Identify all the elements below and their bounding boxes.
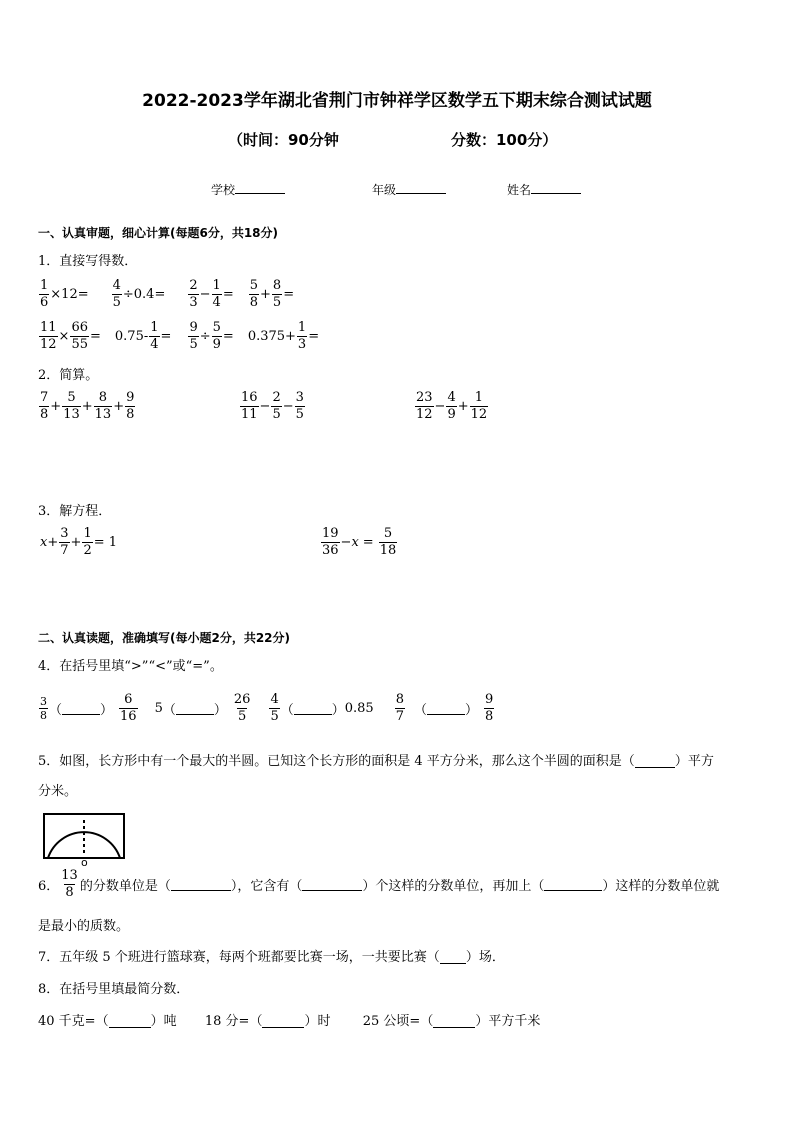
answer-blank[interactable]	[544, 879, 602, 891]
fraction: $\frac{5}{9}$	[212, 320, 221, 352]
fraction: $\frac{2}{5}$	[272, 390, 281, 422]
grade-blank[interactable]	[396, 181, 446, 194]
fraction: $\frac{9}{8}$	[485, 692, 494, 724]
fraction: $\frac{23}{12}$	[416, 390, 433, 422]
fraction: $\frac{8}{13}$	[94, 390, 112, 422]
fraction: $\frac{9}{5}$	[189, 320, 198, 352]
fraction: $\frac{1}{12}$	[470, 390, 488, 422]
q2-expr2: $\frac{16}{11}$ − $\frac{2}{5}$ − $\frac{3}{5}$	[241, 390, 304, 422]
q1-3-eq: =	[222, 287, 234, 302]
fraction: $\frac{1}{6}$	[40, 278, 49, 310]
school-field[interactable]	[211, 181, 285, 198]
q1-2-op: ÷0.4=	[122, 287, 166, 302]
q1-1-op: ×12=	[50, 287, 89, 302]
q4-label: 4．在括号里填“>”“<”或“=”。	[38, 659, 223, 674]
q3-eq2: $\frac{19}{36}$ − x = $\frac{5}{18}$	[322, 526, 397, 558]
q1-4-eq: =	[283, 287, 295, 302]
q8-items: 40 千克=（ ）吨 18 分=（ ）时 25 公顷=（ ）平方千米	[38, 1014, 541, 1029]
q1-8-pre: 0.375+	[247, 329, 296, 344]
fraction: $\frac{26}{5}$	[233, 692, 251, 724]
answer-blank[interactable]	[62, 703, 100, 715]
fraction: $\frac{9}{8}$	[126, 390, 135, 422]
fraction: $\frac{3}{7}$	[60, 526, 69, 558]
fraction: $\frac{7}{8}$	[40, 390, 49, 422]
q2-label: 2．简算。	[38, 368, 99, 383]
answer-blank[interactable]	[176, 703, 214, 715]
name-field[interactable]	[507, 181, 581, 198]
school-label: 学校	[211, 183, 236, 197]
fraction: $\frac{8}{7}$	[395, 692, 404, 724]
q1-3-op: −	[199, 287, 211, 302]
fraction: $\frac{6}{16}$	[120, 692, 137, 724]
fraction: $\frac{1}{3}$	[297, 320, 307, 352]
fraction: $\frac{5}{8}$	[249, 278, 259, 310]
section1-heading: 一、认真审题，细心计算(每题6分，共18分)	[38, 226, 279, 240]
fraction: $\frac{66}{55}$	[71, 320, 88, 352]
answer-blank[interactable]	[440, 952, 466, 964]
fraction: $\frac{16}{11}$	[241, 390, 258, 422]
q5-line1: 5．如图，长方形中有一个最大的半圆。已知这个长方形的面积是 4 平方分米，那么这个半圆的面积是（ ）平方	[38, 754, 714, 769]
fraction: $\frac{8}{5}$	[272, 278, 282, 310]
answer-blank[interactable]	[635, 756, 675, 768]
grade-field[interactable]	[372, 181, 446, 198]
exam-time: （时间：90分钟	[228, 131, 339, 149]
q1-6-eq: =	[160, 329, 172, 344]
answer-blank[interactable]	[302, 879, 362, 891]
q1-row1	[38, 278, 294, 311]
page-title: 2022-2023学年湖北省荆门市钟祥学区数学五下期末综合测试试题	[142, 91, 652, 111]
fraction: $\frac{5}{13}$	[63, 390, 80, 422]
answer-blank[interactable]	[262, 1016, 304, 1028]
fraction: $\frac{11}{12}$	[40, 320, 57, 352]
q1-4-op: +	[260, 287, 271, 302]
fraction: $\frac{5}{18}$	[379, 526, 397, 558]
fraction: $\frac{1}{2}$	[83, 526, 92, 558]
q6-line2: 是最小的质数。	[38, 919, 130, 934]
fraction: $\frac{3}{8}$	[40, 695, 47, 722]
q1-8-eq: =	[308, 329, 320, 344]
answer-blank[interactable]	[109, 1016, 151, 1028]
svg-text:o: o	[81, 856, 88, 866]
q3-label: 3．解方程．	[38, 504, 112, 519]
exam-score: 分数：100分）	[451, 131, 558, 149]
q1-5-eq: =	[90, 329, 101, 344]
fraction: $\frac{4}{9}$	[447, 390, 456, 422]
name-label: 姓名	[507, 183, 532, 197]
rectangle-semicircle-diagram	[40, 808, 130, 866]
q1-row2	[38, 320, 319, 353]
fraction: $\frac{4}{5}$	[112, 278, 121, 310]
q6-line1: 6． $\frac{13}{8}$ 的分数单位是（ ），它含有（ ）个这样的分数单位，再加上（ ）这样的分数单位就	[38, 868, 720, 900]
q1-label: 1．直接写得数．	[38, 254, 138, 269]
answer-blank[interactable]	[433, 1016, 475, 1028]
q1-7-op: ÷	[199, 329, 211, 344]
school-blank[interactable]	[235, 181, 285, 194]
fraction: $\frac{2}{3}$	[189, 278, 198, 310]
q5-line2: 分米。	[38, 784, 78, 799]
q2-expr1: $\frac{7}{8}$ + $\frac{5}{13}$ + $\frac{8}{13}$ + $\frac{9}{8}$	[40, 390, 135, 422]
q2-expr3: $\frac{23}{12}$ − $\frac{4}{9}$ + $\frac{1}{12}$	[416, 390, 488, 422]
q1-5-op: ×	[58, 329, 70, 344]
answer-blank[interactable]	[294, 703, 332, 715]
q1-7-eq: =	[222, 329, 234, 344]
q7-line: 7．五年级 5 个班进行篮球赛，每两个班都要比赛一场，一共要比赛（ ）场．	[38, 950, 505, 965]
q1-6-pre: 0.75-	[114, 329, 149, 344]
semicircle-figure	[40, 808, 130, 866]
name-blank[interactable]	[531, 181, 581, 194]
q3-eq1: x + $\frac{3}{7}$ + $\frac{1}{2}$ = 1	[40, 526, 118, 558]
fraction: $\frac{1}{4}$	[212, 278, 221, 310]
grade-label: 年级	[372, 183, 397, 197]
answer-blank[interactable]	[171, 879, 231, 891]
fraction: $\frac{4}{5}$	[270, 692, 279, 724]
fraction: $\frac{13}{8}$	[61, 868, 78, 900]
fraction: $\frac{19}{36}$	[322, 526, 339, 558]
fraction: $\frac{1}{4}$	[150, 320, 159, 352]
answer-blank[interactable]	[427, 703, 465, 715]
section2-heading: 二、认真读题，准确填写(每小题2分，共22分)	[38, 631, 291, 645]
q4-items: $\frac{3}{8}$ （ ） $\frac{6}{16}$ 5 （ ） $\frac{26}{5}$ $\frac{4}{5}$ （ ） 0.85 $\frac{8}{7}$ （ ） $\frac{9}{8}$	[40, 692, 494, 724]
q8-label: 8．在括号里填最简分数．	[38, 982, 190, 997]
fraction: $\frac{3}{5}$	[295, 390, 304, 422]
